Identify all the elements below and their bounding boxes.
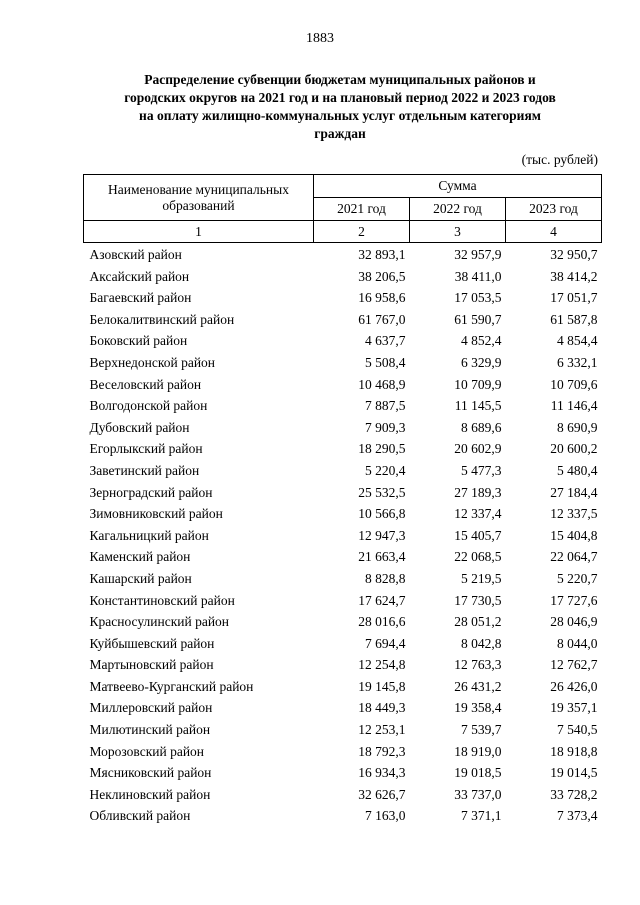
row-value-2022: 12 337,4 — [454, 506, 502, 522]
row-value-2023: 7 540,5 — [557, 722, 598, 738]
row-value-2022: 20 602,9 — [454, 441, 502, 457]
row-value-2023: 61 587,8 — [550, 311, 598, 327]
row-value-2022: 19 358,4 — [454, 700, 502, 716]
table-row — [84, 741, 602, 763]
row-value-2022: 10 709,9 — [454, 376, 502, 392]
row-value-2023: 8 690,9 — [557, 419, 598, 435]
row-value-2023: 7 373,4 — [557, 808, 598, 824]
table-row — [84, 525, 602, 547]
table-row — [84, 417, 602, 439]
row-value-2023: 27 184,4 — [550, 484, 598, 500]
row-name-cell: Куйбышевский район — [89, 635, 215, 651]
table-row — [84, 330, 602, 352]
header-year-2021: 2021 год — [314, 198, 410, 221]
row-value-2021: 19 145,8 — [358, 678, 406, 694]
row-value-2021: 21 663,4 — [358, 549, 406, 565]
row-value-2022: 8 689,6 — [461, 419, 502, 435]
header-col-number: 4 — [506, 221, 602, 243]
table-row — [84, 784, 602, 806]
table-row — [84, 568, 602, 590]
row-name-cell: Обливский район — [89, 808, 191, 824]
header-col-number: 1 — [84, 221, 314, 243]
row-value-2023: 4 854,4 — [557, 333, 598, 349]
header-year-2022: 2022 год — [410, 198, 506, 221]
row-value-2023: 10 709,6 — [550, 376, 598, 392]
table-row — [84, 633, 602, 655]
row-value-2023: 6 332,1 — [557, 354, 598, 370]
table-row — [84, 546, 602, 568]
row-name-cell: Кашарский район — [89, 570, 192, 586]
header-name: Наименование муниципальных образований — [84, 175, 314, 221]
row-value-2022: 7 371,1 — [461, 808, 502, 824]
title-line: на оплату жилищно-коммунальных услуг отдельным категориям — [139, 108, 541, 123]
header-col-number: 3 — [410, 221, 506, 243]
row-value-2023: 11 146,4 — [550, 398, 598, 414]
row-value-2023: 12 337,5 — [550, 506, 598, 522]
row-name-cell: Красносулинский район — [89, 614, 230, 630]
row-value-2022: 22 068,5 — [454, 549, 502, 565]
row-value-2021: 12 254,8 — [358, 657, 406, 673]
row-value-2023: 17 727,6 — [550, 592, 598, 608]
row-value-2021: 61 767,0 — [358, 311, 406, 327]
table-row — [84, 762, 602, 784]
row-value-2022: 7 539,7 — [461, 722, 502, 738]
row-value-2023: 22 064,7 — [550, 549, 598, 565]
row-value-2022: 6 329,9 — [461, 354, 502, 370]
row-value-2023: 33 728,2 — [550, 786, 598, 802]
row-value-2021: 25 532,5 — [358, 484, 406, 500]
title-line: Распределение субвенции бюджетам муниципальных районов и — [144, 72, 536, 87]
row-value-2023: 15 404,8 — [550, 527, 598, 543]
table-row — [84, 438, 602, 460]
row-name-cell: Морозовский район — [89, 743, 205, 759]
row-name-cell: Верхнедонской район — [89, 354, 216, 370]
row-value-2021: 18 449,3 — [358, 700, 406, 716]
row-value-2023: 20 600,2 — [550, 441, 598, 457]
row-value-2021: 5 220,4 — [365, 462, 406, 478]
row-value-2021: 18 792,3 — [358, 743, 406, 759]
row-value-2021: 32 626,7 — [358, 786, 406, 802]
row-name-cell: Аксайский район — [89, 268, 190, 284]
row-value-2022: 19 018,5 — [454, 765, 502, 781]
row-value-2023: 18 918,8 — [550, 743, 598, 759]
row-value-2021: 38 206,5 — [358, 268, 406, 284]
row-value-2021: 16 934,3 — [358, 765, 406, 781]
row-name-cell: Веселовский район — [89, 376, 202, 392]
row-value-2023: 19 357,1 — [550, 700, 598, 716]
units-label: (тыс. рублей) — [521, 152, 598, 167]
row-value-2022: 8 042,8 — [461, 635, 502, 651]
row-name-cell: Константиновский район — [89, 592, 235, 608]
row-value-2021: 7 694,4 — [365, 635, 406, 651]
row-name-cell: Белокалитвинский район — [89, 311, 235, 327]
header-year-2023: 2023 год — [506, 198, 602, 221]
page-number: 1883 — [306, 31, 334, 46]
document-title — [80, 71, 600, 143]
row-name-cell: Милютинский район — [89, 722, 211, 738]
row-value-2021: 16 958,6 — [358, 290, 406, 306]
row-value-2021: 7 163,0 — [365, 808, 406, 824]
row-value-2021: 5 508,4 — [365, 354, 406, 370]
row-name-cell: Зимовниковский район — [89, 506, 223, 522]
row-value-2021: 18 290,5 — [358, 441, 406, 457]
table-row — [84, 352, 602, 374]
table-row — [84, 590, 602, 612]
row-value-2023: 8 044,0 — [557, 635, 598, 651]
row-name-cell: Зерноградский район — [89, 484, 213, 500]
row-value-2021: 7 909,3 — [365, 419, 406, 435]
table-row — [84, 654, 602, 676]
row-name-cell: Багаевский район — [89, 290, 192, 306]
row-value-2022: 17 053,5 — [454, 290, 502, 306]
header-sum: Сумма — [314, 175, 602, 198]
row-value-2022: 38 411,0 — [454, 268, 502, 284]
row-value-2021: 10 468,9 — [358, 376, 406, 392]
row-value-2021: 12 253,1 — [358, 722, 406, 738]
table-row — [84, 309, 602, 331]
row-value-2023: 5 480,4 — [557, 462, 598, 478]
table-row — [84, 719, 602, 741]
row-name-cell: Боковский район — [89, 333, 188, 349]
row-name-cell: Волгодонской район — [89, 398, 208, 414]
table-row — [84, 503, 602, 525]
row-name-cell: Кагальницкий район — [89, 527, 209, 543]
row-value-2021: 4 637,7 — [365, 333, 406, 349]
row-value-2022: 28 051,2 — [454, 614, 502, 630]
table-row — [84, 805, 602, 827]
row-value-2022: 61 590,7 — [454, 311, 502, 327]
header-col-number: 2 — [314, 221, 410, 243]
row-name-cell: Мясниковский район — [89, 765, 212, 781]
row-name-cell: Каменский район — [89, 549, 191, 565]
row-value-2022: 5 477,3 — [461, 462, 502, 478]
row-name-cell: Неклиновский район — [89, 786, 211, 802]
row-value-2023: 17 051,7 — [550, 290, 598, 306]
row-value-2022: 5 219,5 — [461, 570, 502, 586]
row-value-2022: 15 405,7 — [454, 527, 502, 543]
row-name-cell: Заветинский район — [89, 462, 200, 478]
row-value-2021: 32 893,1 — [358, 247, 406, 262]
row-value-2023: 32 950,7 — [550, 247, 598, 262]
row-value-2023: 28 046,9 — [550, 614, 598, 630]
row-value-2021: 10 566,8 — [358, 506, 406, 522]
row-value-2022: 27 189,3 — [454, 484, 502, 500]
row-value-2023: 5 220,7 — [557, 570, 598, 586]
row-value-2021: 8 828,8 — [365, 570, 406, 586]
row-value-2022: 4 852,4 — [461, 333, 502, 349]
title-line: городских округов на 2021 год и на плановый период 2022 и 2023 годов — [124, 90, 556, 105]
row-value-2022: 26 431,2 — [454, 678, 502, 694]
row-value-2023: 19 014,5 — [550, 765, 598, 781]
table-row — [84, 460, 602, 482]
row-value-2021: 28 016,6 — [358, 614, 406, 630]
row-value-2022: 11 145,5 — [454, 398, 502, 414]
row-value-2022: 12 763,3 — [454, 657, 502, 673]
table-row — [84, 266, 602, 288]
table-row — [84, 676, 602, 698]
row-name-cell: Мартыновский район — [89, 657, 214, 673]
table-row — [84, 697, 602, 719]
row-value-2023: 38 414,2 — [550, 268, 598, 284]
row-name-cell: Егорлыкский район — [89, 441, 203, 457]
row-value-2022: 17 730,5 — [454, 592, 502, 608]
title-line: граждан — [314, 126, 366, 141]
subvention-table — [83, 174, 602, 827]
row-value-2023: 26 426,0 — [550, 678, 598, 694]
row-value-2022: 18 919,0 — [454, 743, 502, 759]
table-row — [84, 611, 602, 633]
row-name-cell: Матвеево-Курганский район — [89, 678, 254, 694]
row-value-2022: 33 737,0 — [454, 786, 502, 802]
row-value-2021: 17 624,7 — [358, 592, 406, 608]
table-body — [84, 243, 602, 828]
table-row — [84, 243, 602, 266]
row-name-cell: Миллеровский район — [89, 700, 213, 716]
row-value-2022: 32 957,9 — [454, 247, 502, 262]
table-row — [84, 395, 602, 417]
row-value-2023: 12 762,7 — [550, 657, 598, 673]
table-row — [84, 374, 602, 396]
table-header — [84, 175, 602, 243]
row-name-cell: Азовский район — [89, 247, 182, 262]
row-name-cell: Дубовский район — [89, 419, 190, 435]
table-row — [84, 482, 602, 504]
row-value-2021: 7 887,5 — [365, 398, 406, 414]
table-row — [84, 287, 602, 309]
row-value-2021: 12 947,3 — [358, 527, 406, 543]
